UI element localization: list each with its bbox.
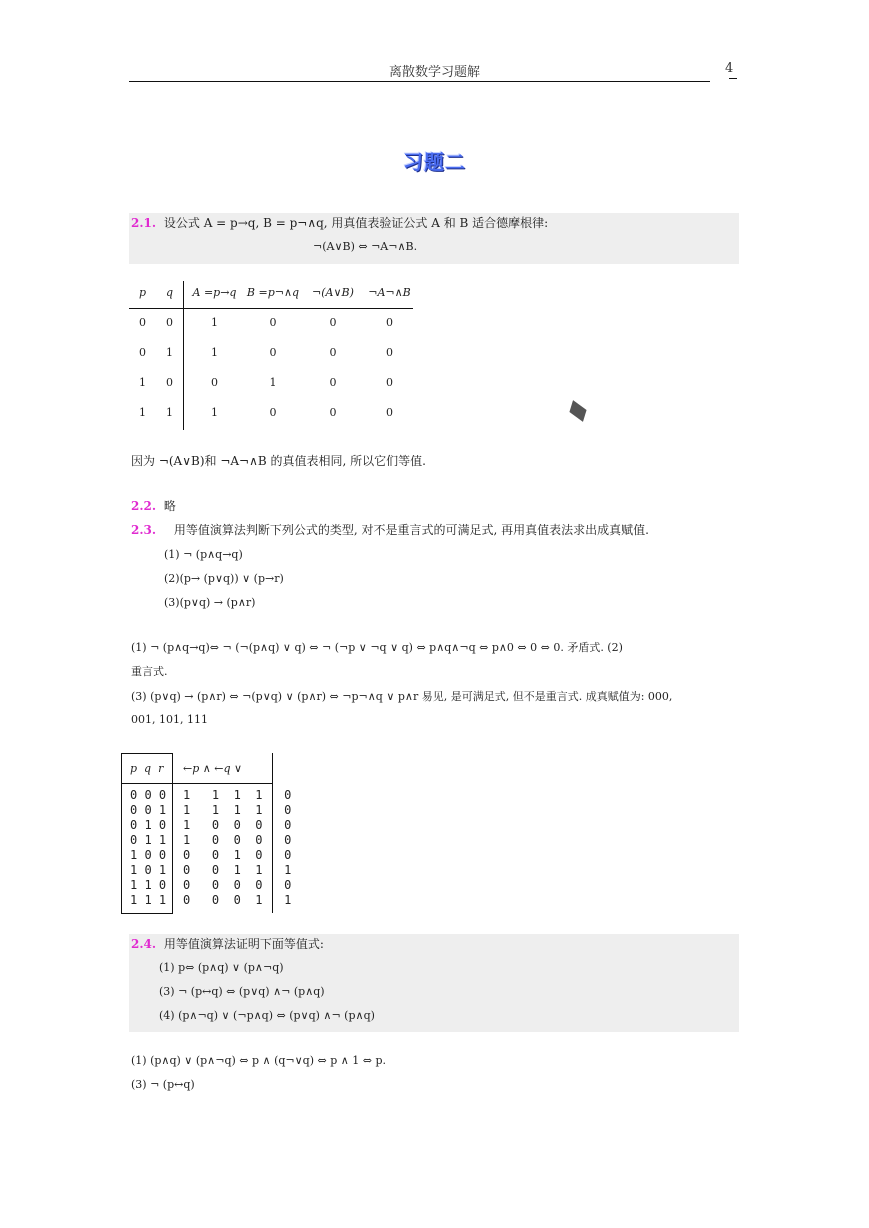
table-header-cell: q xyxy=(165,285,174,299)
table-row xyxy=(129,307,413,337)
table-cell: 0 1 0 xyxy=(130,818,167,832)
table-cell: 0 xyxy=(329,345,337,359)
table-2-header-rule xyxy=(121,783,272,784)
table-header-cell: p xyxy=(138,285,147,299)
problem-2-4-statement: 用等值演算法证明下面等值式: xyxy=(163,937,324,951)
table-cell: 0 xyxy=(269,345,277,359)
table-cell: 0 0 0 xyxy=(130,788,167,802)
table-row xyxy=(130,878,291,893)
table-cell: 0 xyxy=(329,375,337,389)
problem-2-1-formula: ¬(A∨B) ⇔ ¬A¬∧B. xyxy=(313,240,418,253)
table-cell: 0 xyxy=(269,405,277,419)
table-row xyxy=(129,277,413,307)
table-cell: 1 1 0 xyxy=(130,878,167,892)
problem-2-3-statement: 用等值演算法判断下列公式的类型, 对不是重言式的可满足式, 再用真值表法求出成真赋值. xyxy=(173,523,649,537)
problem-2-1-conclusion: 因为 ¬(A∨B)和 ¬A¬∧B 的真值表相同, 所以它们等值. xyxy=(131,454,426,468)
table-cell: 1 0 0 0 0 xyxy=(183,833,292,847)
table-header-cell: ¬A¬∧B xyxy=(368,285,411,299)
problem-2-1-statement-line xyxy=(131,214,548,231)
table-header-cell: ←p ∧ ←q ∨ xyxy=(183,762,243,775)
problem-2-3-item-2: (2)(p→ (p∨q)) ∨ (p→r) xyxy=(164,572,284,585)
problem-2-3-item-1: (1) ¬ (p∧q→q) xyxy=(164,548,243,561)
table-cell: 0 xyxy=(269,315,277,329)
table-cell: 1 xyxy=(211,405,218,419)
truth-table-2-1 xyxy=(129,277,413,427)
running-header-title: 离散数学习题解 xyxy=(388,65,480,80)
table-row xyxy=(129,367,413,397)
table-row xyxy=(129,397,413,427)
problem-2-2-text: 略 xyxy=(163,499,176,513)
table-2-header-right xyxy=(183,762,242,775)
table-row xyxy=(130,863,291,878)
problem-2-2-line xyxy=(131,497,176,514)
table-header-cell: A =p→q xyxy=(192,285,237,299)
problem-2-1-number: 2.1. xyxy=(131,216,157,230)
problem-2-2-number: 2.2. xyxy=(131,499,157,513)
table-cell: 0 xyxy=(166,315,173,329)
problem-2-3-number: 2.3. xyxy=(131,523,157,537)
table-cell: 0 0 0 0 0 xyxy=(183,878,292,892)
table-cell: 0 0 0 1 1 xyxy=(183,893,292,907)
table-cell: 0 xyxy=(386,405,393,419)
problem-2-4-line xyxy=(131,935,324,952)
table-cell: 1 xyxy=(139,375,146,389)
table-cell: 1 xyxy=(211,315,218,329)
table-row xyxy=(130,788,291,803)
table-cell: 1 xyxy=(139,405,146,419)
chapter-title: 习题二 xyxy=(403,150,466,174)
page-number-underline xyxy=(729,78,737,79)
problem-2-4-item-1: (1) p⇔ (p∧q) ∨ (p∧¬q) xyxy=(159,961,284,974)
table-cell: 0 xyxy=(139,315,146,329)
diamond-marker-icon xyxy=(569,400,586,422)
table-cell: 1 0 0 0 0 xyxy=(183,818,292,832)
problem-2-4-solution-1: (1) (p∧q) ∨ (p∧¬q) ⇔ p ∧ (q¬∨q) ⇔ p ∧ 1 ⇔ p. xyxy=(131,1054,387,1067)
table-cell: 1 xyxy=(269,375,277,389)
table-cell: 0 xyxy=(386,315,393,329)
table-cell: 1 xyxy=(211,345,218,359)
table-cell: 1 xyxy=(166,405,173,419)
problem-2-3-item-3: (3)(p∨q) → (p∧r) xyxy=(164,596,256,609)
table-cell: 1 0 0 xyxy=(130,848,167,862)
problem-2-3-solution-1: (1) ¬ (p∧q→q)⇔ ¬ (¬(p∧q) ∨ q) ⇔ ¬ (¬p ∨ ¬q ∨ q) ⇔ p∧q∧¬q ⇔ p∧0 ⇔ 0 ⇔ 0. 矛盾式. (2) xyxy=(131,641,623,654)
table-cell: 1 1 1 xyxy=(130,893,167,907)
problem-2-3-solution-3: (3) (p∨q) → (p∧r) ⇔ ¬(p∨q) ∨ (p∧r) ⇔ ¬p¬∧q ∨ p∧r 易见, 是可满足式, 但不是重言式. 成真赋值为: 000, xyxy=(131,690,673,703)
problem-2-4-number: 2.4. xyxy=(131,937,157,951)
table-header-cell: ¬(A∨B) xyxy=(312,285,354,299)
page-number: 4 xyxy=(725,61,734,76)
table-cell: 1 1 1 1 0 xyxy=(183,803,292,817)
problem-2-3-line xyxy=(131,521,649,538)
table-header-cell: B =p¬∧q xyxy=(246,285,300,299)
table-cell: 0 xyxy=(139,345,146,359)
table-row xyxy=(129,337,413,367)
table-header-cell: p q r xyxy=(130,762,164,775)
table-cell: 0 0 1 0 0 xyxy=(183,848,292,862)
problem-2-1-statement: 设公式 A = p→q, B = p¬∧q, 用真值表验证公式 A 和 B 适合德摩根律: xyxy=(163,216,549,230)
problem-2-3-solution-1-cont: 重言式. xyxy=(131,665,168,678)
table-cell: 1 0 1 xyxy=(130,863,167,877)
table-cell: 0 xyxy=(329,315,337,329)
table-cell: 0 xyxy=(386,345,393,359)
table-cell: 1 1 1 1 0 xyxy=(183,788,292,802)
problem-2-3-solution-3-cont: 001, 101, 111 xyxy=(131,713,208,726)
table-cell: 1 xyxy=(166,345,173,359)
table-cell: 0 xyxy=(386,375,393,389)
table-2-header-left xyxy=(130,762,163,775)
problem-2-4-item-4: (4) (p∧¬q) ∨ (¬p∧q) ⇔ (p∨q) ∧¬ (p∧q) xyxy=(159,1009,375,1022)
table-cell: 0 0 1 xyxy=(130,803,167,817)
table-cell: 0 xyxy=(329,405,337,419)
problem-2-4-solution-3: (3) ¬ (p↔q) xyxy=(131,1078,195,1091)
table-row xyxy=(130,818,291,833)
truth-table-2-3 xyxy=(130,788,291,908)
table-cell: 0 xyxy=(211,375,218,389)
table-cell: 0 xyxy=(166,375,173,389)
header-rule xyxy=(129,81,710,82)
table-row xyxy=(130,833,291,848)
problem-2-4-item-3: (3) ¬ (p↔q) ⇔ (p∨q) ∧¬ (p∧q) xyxy=(159,985,325,998)
table-row xyxy=(130,803,291,818)
table-row xyxy=(130,848,291,863)
table-cell: 0 0 1 1 1 xyxy=(183,863,292,877)
table-cell: 0 1 1 xyxy=(130,833,167,847)
table-row xyxy=(130,893,291,908)
